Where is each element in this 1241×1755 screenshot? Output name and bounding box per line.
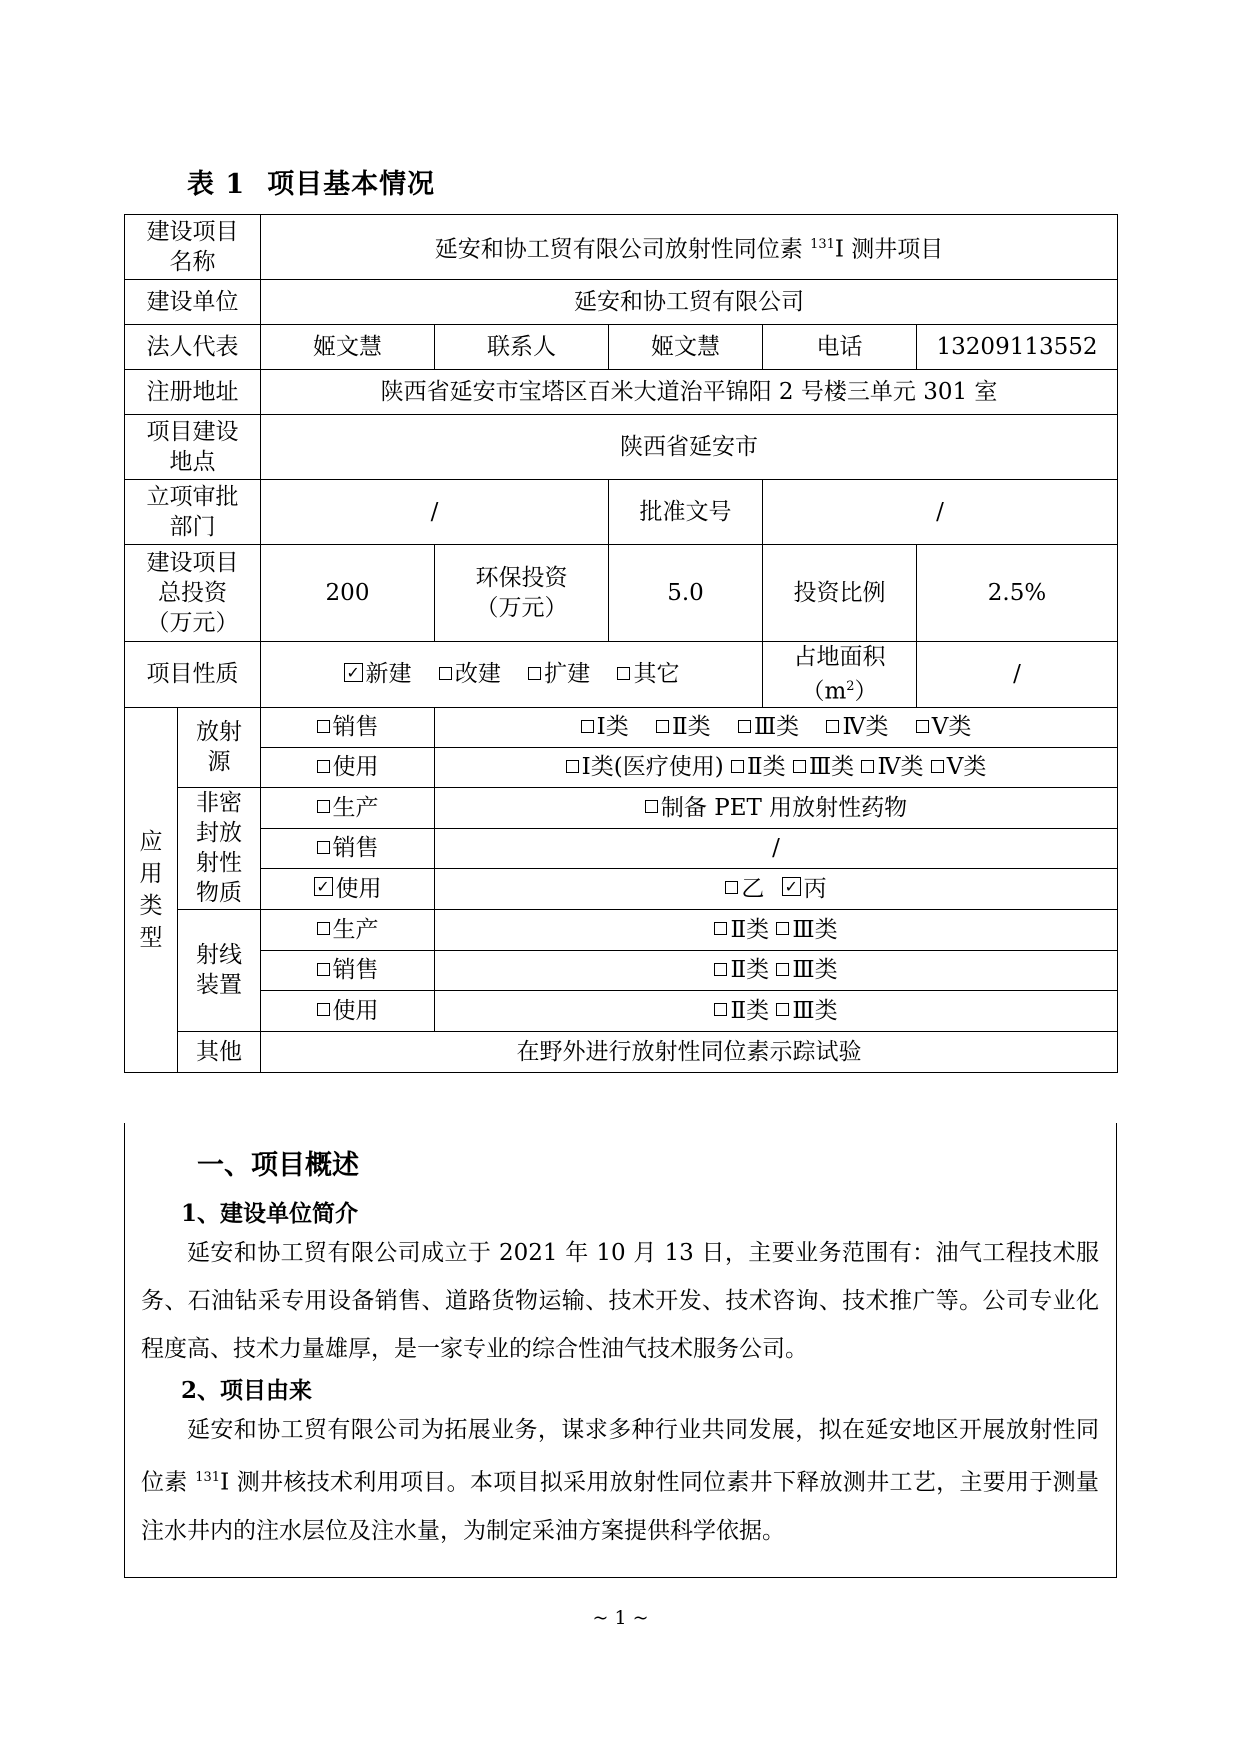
page-number: ~ 1 ~ [592, 1607, 649, 1629]
project-overview [124, 1123, 1117, 1578]
other-label: 其他 [178, 1031, 261, 1072]
checkbox-icon [439, 667, 452, 680]
ratio-value: 2.5% [917, 545, 1118, 642]
legal-value: 姬文慧 [261, 325, 435, 370]
checkbox-icon [566, 760, 579, 773]
source-use-class-5[interactable]: Ⅴ类 [931, 754, 987, 780]
nature-option-expand[interactable]: 扩建 [528, 661, 590, 687]
checkbox-icon [776, 1003, 789, 1016]
legal-label: 法人代表 [125, 325, 261, 370]
unsealed-use-level-c[interactable]: ✓ 丙 [782, 876, 827, 902]
ray-sell-class-3[interactable]: Ⅲ类 [776, 957, 837, 983]
ratio-label: 投资比例 [763, 545, 917, 642]
nature-options [261, 642, 763, 708]
checkbox-icon [714, 963, 727, 976]
row-ray-use [125, 990, 1118, 1031]
table-number: 表 1 [187, 169, 246, 200]
row-other [125, 1031, 1118, 1072]
ray-produce-class-2[interactable]: Ⅱ类 [714, 917, 769, 943]
checkbox-icon [317, 1003, 330, 1016]
location-value: 陕西省延安市 [261, 415, 1118, 480]
approval-label: 立项审批 部门 [125, 480, 261, 545]
overview-heading: 一、项目概述 [197, 1150, 359, 1181]
approval-doc-label: 批准文号 [609, 480, 763, 545]
table-title-text: 项目基本情况 [267, 169, 436, 200]
ray-sell-option[interactable]: 销售 [261, 950, 435, 990]
unsealed-use-option[interactable]: ✓ 使用 [261, 868, 435, 909]
row-location [125, 415, 1118, 480]
area-label: 占地面积 $(m^2)$ [763, 642, 917, 708]
row-unsealed-produce [125, 787, 1118, 828]
area-value: / [917, 642, 1118, 708]
checkbox-icon [581, 720, 594, 733]
ray-use-option[interactable]: 使用 [261, 990, 435, 1031]
source-sell-classes [435, 707, 1118, 747]
section-1-text: 延安和协工贸有限公司成立于 2021 年 10 月 13 日，主要业务范围有：油气工程技术服务、石油钻采专用设备销售、道路货物运输、技术开发、技术咨询、技术推广等。公司专业化程度高、技术力量雄厚，是一家专业的综合性油气技术服务公司。 [141, 1240, 1099, 1362]
ray-produce-option[interactable]: 生产 [261, 909, 435, 950]
checkbox-icon [731, 760, 744, 773]
row-legal [125, 325, 1118, 370]
source-use-option[interactable]: 使用 [261, 747, 435, 787]
checkbox-icon [317, 720, 330, 733]
checkbox-icon [776, 963, 789, 976]
table-title [187, 162, 435, 201]
checked-box-icon: ✓ [344, 663, 363, 682]
section-2-title: 2、项目由来 [181, 1377, 313, 1404]
ray-device-label: 射线 装置 [178, 909, 261, 1031]
env-investment-label: 环保投资 （万元） [435, 545, 609, 642]
row-source-use [125, 747, 1118, 787]
nature-option-other[interactable]: 其它 [617, 661, 679, 687]
checkbox-icon [645, 800, 658, 813]
source-use-class-1[interactable]: Ⅰ类(医疗使用) [566, 754, 724, 780]
contact-value: 姬文慧 [609, 325, 763, 370]
checked-box-icon: ✓ [782, 877, 801, 896]
phone-value: 13209113552 [917, 325, 1118, 370]
nature-label: 项目性质 [125, 642, 261, 708]
source-sell-class-3[interactable]: Ⅲ类 [738, 714, 799, 740]
address-value: 陕西省延安市宝塔区百米大道治平锦阳 2 号楼三单元 301 室 [261, 370, 1118, 415]
ray-produce-classes [435, 909, 1118, 950]
source-sell-class-2[interactable]: Ⅱ类 [656, 714, 711, 740]
project-name-label: 建设项目 名称 [125, 215, 261, 280]
checkbox-icon [725, 881, 738, 894]
app-type-label: 应 用 类 型 [125, 707, 178, 1072]
builder-value: 延安和协工贸有限公司 [261, 280, 1118, 325]
other-value: 在野外进行放射性同位素示踪试验 [261, 1031, 1118, 1072]
unsealed-label: 非密 封放 射性 物质 [178, 787, 261, 909]
source-sell-class-5[interactable]: Ⅴ类 [916, 714, 972, 740]
checkbox-icon [916, 720, 929, 733]
checkbox-icon [617, 667, 630, 680]
source-use-class-4[interactable]: Ⅳ类 [861, 754, 923, 780]
unsealed-sell-value: / [435, 828, 1118, 868]
section-1-title: 1、建设单位简介 [181, 1200, 359, 1227]
row-builder [125, 280, 1118, 325]
checkbox-icon [317, 760, 330, 773]
approval-value: / [261, 480, 609, 545]
row-nature [125, 642, 1118, 708]
row-approval [125, 480, 1118, 545]
investment-label: 建设项目 总投资 （万元） [125, 545, 261, 642]
investment-value: 200 [261, 545, 435, 642]
checkbox-icon [656, 720, 669, 733]
project-info-sheet [124, 214, 1116, 1578]
checkbox-icon [738, 720, 751, 733]
checkbox-icon [317, 922, 330, 935]
ray-use-class-2[interactable]: Ⅱ类 [714, 998, 769, 1024]
source-sell-class-4[interactable]: Ⅳ类 [826, 714, 888, 740]
project-info-table [124, 214, 1118, 1073]
checkbox-icon [317, 963, 330, 976]
row-address [125, 370, 1118, 415]
row-ray-sell [125, 950, 1118, 990]
source-label: 放射 源 [178, 707, 261, 787]
project-name-value: 延安和协工贸有限公司放射性同位素 $^{131}$I 测井项目 [261, 215, 1118, 280]
phone-label: 电话 [763, 325, 917, 370]
checkbox-icon [931, 760, 944, 773]
unsealed-sell-option[interactable]: 销售 [261, 828, 435, 868]
checkbox-icon [776, 922, 789, 935]
source-use-class-3[interactable]: Ⅲ类 [793, 754, 854, 780]
source-use-classes [435, 747, 1118, 787]
checkbox-icon [317, 800, 330, 813]
row-ray-produce [125, 909, 1118, 950]
location-label: 项目建设 地点 [125, 415, 261, 480]
checkbox-icon [714, 1003, 727, 1016]
unsealed-use-level-b[interactable]: 乙 [725, 876, 764, 902]
env-investment-value: 5.0 [609, 545, 763, 642]
address-label: 注册地址 [125, 370, 261, 415]
row-unsealed-sell [125, 828, 1118, 868]
checkbox-icon [793, 760, 806, 773]
unsealed-produce-value[interactable]: 制备 PET 用放射性药物 [435, 787, 1118, 828]
section-2-text: 延安和协工贸有限公司为拓展业务，谋求多种行业共同发展，拟在延安地区开展放射性同位素 $^{131}$I 测井核技术利用项目。本项目拟采用放射性同位素井下释放测井工艺，主要用于测量注水井内的注水层位及注水量，为制定采油方案提供科学依据。 [141, 1417, 1099, 1544]
checkbox-icon [528, 667, 541, 680]
nature-option-rebuild[interactable]: 改建 [439, 661, 501, 687]
checkbox-icon [861, 760, 874, 773]
source-sell-class-1[interactable]: Ⅰ类 [581, 714, 629, 740]
row-investment [125, 545, 1118, 642]
unsealed-use-levels [435, 868, 1118, 909]
nature-option-new[interactable]: ✓ 新建 [344, 661, 412, 687]
approval-doc-value: / [763, 480, 1118, 545]
ray-use-classes [435, 990, 1118, 1031]
contact-label: 联系人 [435, 325, 609, 370]
ray-use-class-3[interactable]: Ⅲ类 [776, 998, 837, 1024]
row-project-name [125, 215, 1118, 280]
ray-produce-class-3[interactable]: Ⅲ类 [776, 917, 837, 943]
row-source-sell [125, 707, 1118, 747]
ray-sell-classes [435, 950, 1118, 990]
ray-sell-class-2[interactable]: Ⅱ类 [714, 957, 769, 983]
checkbox-icon [714, 922, 727, 935]
source-use-class-2[interactable]: Ⅱ类 [731, 754, 786, 780]
unsealed-produce-option[interactable]: 生产 [261, 787, 435, 828]
checked-box-icon: ✓ [314, 877, 333, 896]
builder-label: 建设单位 [125, 280, 261, 325]
checkbox-icon [826, 720, 839, 733]
source-sell-option[interactable]: 销售 [261, 707, 435, 747]
checkbox-icon [317, 841, 330, 854]
row-unsealed-use [125, 868, 1118, 909]
